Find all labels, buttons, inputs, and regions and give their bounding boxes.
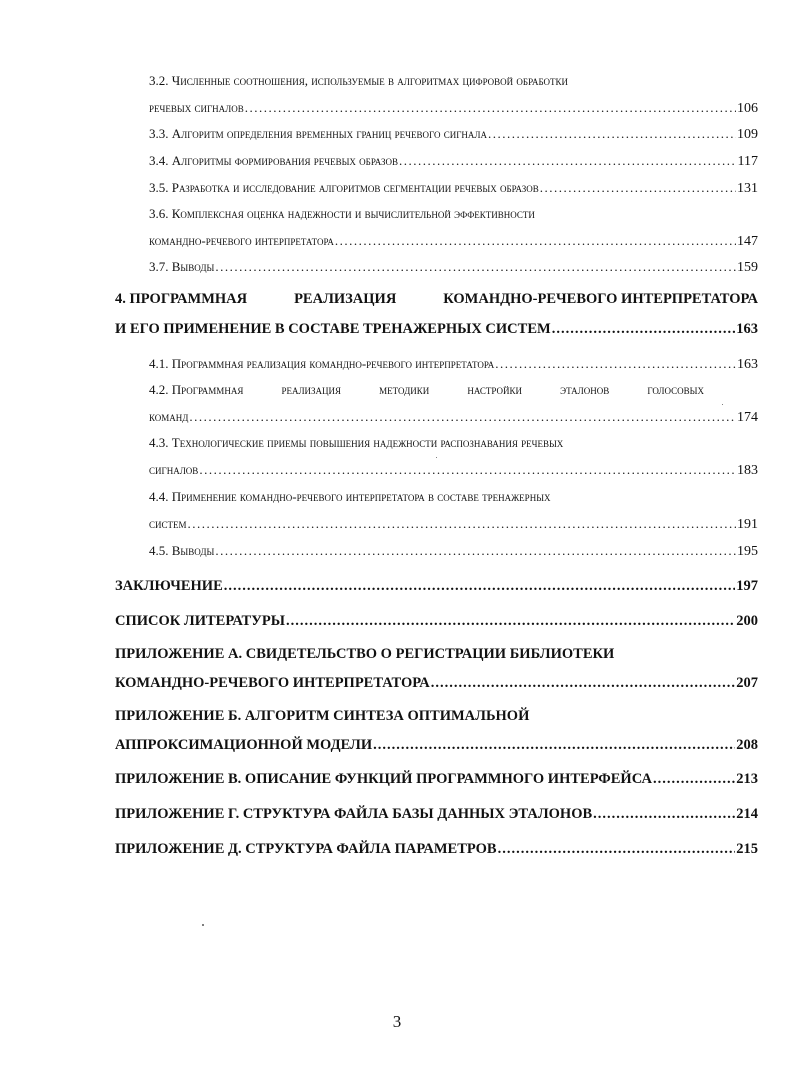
dot-leader	[335, 232, 736, 250]
toc-entry-appendix-g[interactable]	[115, 805, 758, 825]
dot-leader	[653, 770, 735, 788]
title-word: РЕАЛИЗАЦИЯ	[294, 291, 397, 307]
toc-entry-title-line2: И ЕГО ПРИМЕНЕНИЕ В СОСТАВЕ ТРЕНАЖЕРНЫХ СИСТЕМ	[115, 321, 551, 337]
dot-leader	[495, 355, 736, 373]
toc-entry-3-2[interactable]	[149, 72, 758, 120]
toc-entry-conclusion[interactable]	[115, 577, 758, 597]
toc-entry-title: ЗАКЛЮЧЕНИЕ	[115, 578, 223, 594]
toc-page-number: 163	[737, 357, 758, 372]
title-word: эталонов	[560, 382, 610, 397]
toc-entry-4-2[interactable]	[149, 381, 758, 429]
toc-entry-leader-line	[149, 125, 758, 143]
title-word: КОМАНДНО-РЕЧЕВОГО ИНТЕРПРЕТАТОРА	[443, 291, 758, 307]
title-word: методики	[379, 382, 430, 397]
toc-page-number: 147	[737, 234, 758, 249]
toc-entry-3-3[interactable]	[149, 125, 758, 145]
toc-page-number: 174	[737, 410, 758, 425]
toc-entry-title-line2: команд	[149, 409, 189, 424]
toc-entry-title: ПРИЛОЖЕНИЕ Д. СТРУКТУРА ФАЙЛА ПАРАМЕТРОВ	[115, 841, 497, 857]
toc-page-number: 191	[737, 517, 758, 532]
toc-entry-leader-line	[149, 355, 758, 373]
dot-leader	[399, 152, 737, 170]
dot-leader	[215, 542, 736, 560]
toc-entry-leader-line	[149, 179, 758, 197]
toc-entry-title-line1: 3.2. Численные соотношения, используемые в алгоритмах цифровой обработки	[149, 73, 569, 88]
toc-entry-leader-line	[149, 152, 758, 170]
toc-entry-leader-line	[115, 612, 758, 630]
toc-page-number: 131	[737, 181, 758, 196]
dot-leader	[373, 736, 735, 754]
toc-entry-title: 3.7. Выводы	[149, 259, 215, 274]
toc-entry-title-line2: сигналов	[149, 462, 199, 477]
toc-entry-3-6[interactable]	[149, 205, 758, 253]
title-word: настройки	[467, 382, 523, 397]
toc-entry-4-4[interactable]	[149, 488, 758, 536]
toc-entry-appendix-b[interactable]	[115, 707, 758, 757]
toc-entry-title-line1: ПРИЛОЖЕНИЕ А. СВИДЕТЕЛЬСТВО О РЕГИСТРАЦИИ БИБЛИОТЕКИ	[115, 646, 615, 662]
toc-entry-title: 3.4. Алгоритмы формирования речевых образов	[149, 153, 398, 168]
toc-entry-appendix-v[interactable]	[115, 770, 758, 790]
toc-entry-title-line1	[149, 381, 704, 399]
dot-leader	[431, 674, 736, 692]
dot-leader	[224, 577, 735, 595]
title-word: 4.2. Программная	[149, 382, 244, 397]
toc-entry-appendix-d[interactable]	[115, 840, 758, 860]
dot-leader	[498, 840, 736, 858]
title-word: 4. ПРОГРАММНАЯ	[115, 291, 248, 307]
dot-leader	[199, 461, 736, 479]
dot-leader	[189, 408, 736, 426]
toc-entry-leader-line	[115, 674, 758, 692]
title-word: реализация	[281, 382, 342, 397]
toc-entry-title-line1: 4.3. Технологические приемы повышения надежности распознавания речевых	[149, 435, 564, 450]
toc-entry-leader-line	[115, 577, 758, 595]
dot-leader	[245, 99, 736, 117]
toc-entry-leader-line	[115, 320, 758, 338]
toc-entry-chapter-4[interactable]	[115, 290, 758, 340]
toc-entry-title: 4.5. Выводы	[149, 543, 215, 558]
toc-entry-references[interactable]	[115, 612, 758, 632]
toc-entry-leader-line	[115, 736, 758, 754]
toc-page-number: 197	[736, 578, 758, 594]
toc-entry-leader-line	[149, 258, 758, 276]
toc-entry-leader-line	[149, 99, 758, 117]
dot-leader	[593, 805, 735, 823]
toc-entry-leader-line	[115, 770, 758, 788]
toc-entry-3-4[interactable]	[149, 152, 758, 172]
page-number: 3	[392, 1012, 402, 1031]
scan-speck	[202, 924, 204, 926]
title-word: голосовых	[647, 382, 704, 397]
toc-page-number: 215	[736, 841, 758, 857]
toc-entry-leader-line	[149, 542, 758, 560]
toc-entry-leader-line	[149, 515, 758, 533]
toc-entry-4-1[interactable]	[149, 355, 758, 375]
toc-page-number: 213	[736, 771, 758, 787]
toc-page-number: 109	[737, 127, 758, 142]
toc-entry-title-line2: речевых сигналов	[149, 100, 244, 115]
toc-page-number: 200	[736, 613, 758, 629]
toc-entry-title-line2: КОМАНДНО-РЕЧЕВОГО ИНТЕРПРЕТАТОРА	[115, 675, 430, 691]
scan-speck	[722, 404, 723, 405]
toc-entry-4-3[interactable]	[149, 434, 758, 482]
toc-entry-title: ПРИЛОЖЕНИЕ Г. СТРУКТУРА ФАЙЛА БАЗЫ ДАННЫХ ЭТАЛОНОВ	[115, 806, 593, 822]
toc-page-number: 214	[736, 806, 758, 822]
toc-page-number: 163	[736, 321, 758, 337]
toc-page-number: 106	[737, 101, 758, 116]
dot-leader	[215, 258, 736, 276]
toc-entry-title: СПИСОК ЛИТЕРАТУРЫ	[115, 613, 285, 629]
toc-page-number: 207	[736, 675, 758, 691]
toc-entry-title-line2: командно-речевого интерпретатора	[149, 233, 334, 248]
toc-entry-leader-line	[149, 461, 758, 479]
toc-entry-title-line1: ПРИЛОЖЕНИЕ Б. АЛГОРИТМ СИНТЕЗА ОПТИМАЛЬНОЙ	[115, 708, 530, 724]
toc-page-number: 159	[737, 260, 758, 275]
dot-leader	[286, 612, 735, 630]
toc-entry-title-line1: 4.4. Применение командно-речевого интерпретатора в составе тренажерных	[149, 489, 551, 504]
toc-page-number: 195	[737, 544, 758, 559]
toc-entry-title-line1	[115, 290, 758, 308]
dot-leader	[188, 515, 736, 533]
dot-leader	[552, 320, 736, 338]
toc-entry-4-5[interactable]	[149, 542, 758, 562]
toc-entry-title: 4.1. Программная реализация командно-речевого интерпретатора	[149, 356, 495, 371]
toc-entry-title-line1: 3.6. Комплексная оценка надежности и вычислительной эффективности	[149, 206, 535, 221]
toc-entry-leader-line	[149, 408, 758, 426]
toc-entry-leader-line	[115, 805, 758, 823]
toc-entry-leader-line	[115, 840, 758, 858]
toc-entry-3-7[interactable]	[149, 258, 758, 278]
scan-speck	[436, 457, 437, 458]
toc-entry-title-line2: АППРОКСИМАЦИОННОЙ МОДЕЛИ	[115, 737, 373, 753]
toc-page-number: 208	[736, 737, 758, 753]
toc-entry-leader-line	[149, 232, 758, 250]
toc-entry-title: ПРИЛОЖЕНИЕ В. ОПИСАНИЕ ФУНКЦИЙ ПРОГРАММНОГО ИНТЕРФЕЙСА	[115, 771, 652, 787]
toc-entry-3-5[interactable]	[149, 179, 758, 199]
dot-leader	[488, 125, 736, 143]
toc-entry-title-line2: систем	[149, 516, 187, 531]
toc-page-number: 183	[737, 463, 758, 478]
toc-entry-appendix-a[interactable]	[115, 645, 758, 695]
toc-entry-title: 3.5. Разработка и исследование алгоритмов сегментации речевых образов	[149, 180, 539, 195]
dot-leader	[540, 179, 736, 197]
toc-entry-title: 3.3. Алгоритм определения временных границ речевого сигнала	[149, 126, 488, 141]
toc-page-number: 117	[737, 154, 758, 169]
